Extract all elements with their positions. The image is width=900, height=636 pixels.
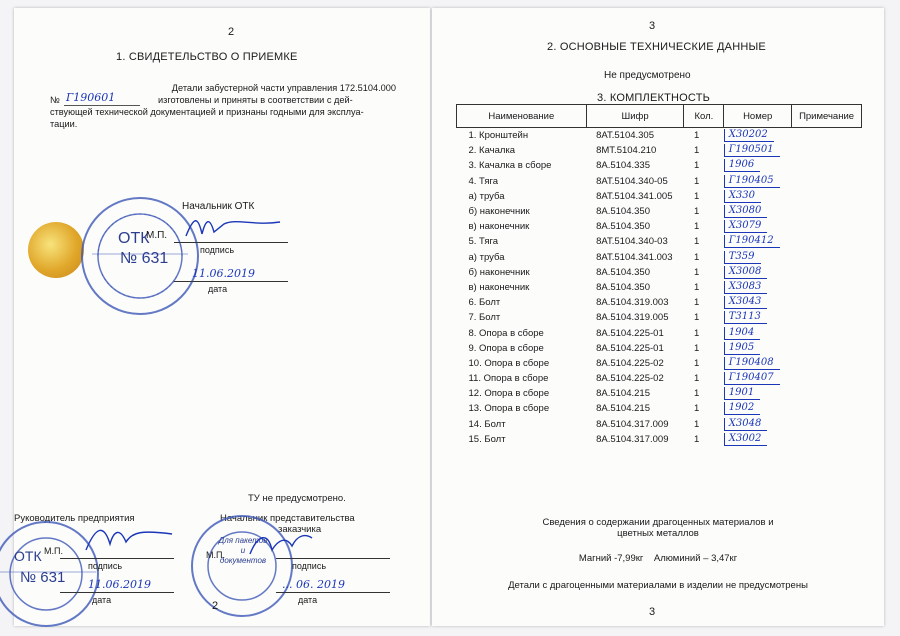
row-note (792, 265, 862, 280)
row-code: 8АТ.5104.305 (596, 130, 654, 142)
row-name: 6. Болт (468, 297, 501, 309)
row-number-handwritten: Х3043 (724, 296, 768, 309)
table-row (457, 386, 862, 401)
row-code: 8АТ.5104.341.005 (596, 190, 673, 202)
row-qty: 1 (693, 403, 700, 415)
row-qty: 1 (693, 160, 700, 172)
row-qty: 1 (693, 433, 700, 445)
row-number (724, 417, 792, 432)
table-row (457, 265, 862, 280)
otk-date-handwritten: 11.06.2019 (192, 267, 255, 280)
row-code: 8А.5104.335 (596, 160, 650, 172)
table-row (457, 401, 862, 416)
no-label: № (50, 95, 60, 105)
row-name: 13. Опора в сборе (468, 403, 550, 415)
table-row (457, 189, 862, 204)
row-name: 9. Опора в сборе (468, 342, 544, 354)
otk-signature-label: подпись (200, 245, 235, 255)
row-number-handwritten: 1906 (724, 159, 760, 172)
row-qty: 1 (693, 342, 700, 354)
precious-values: Магний -7,99кг Алюминий – 3,47кг (578, 553, 738, 564)
row-number (724, 432, 792, 447)
table-row (457, 158, 862, 173)
row-note (792, 401, 862, 416)
row-note (792, 371, 862, 386)
table-row (457, 371, 862, 386)
row-note (792, 295, 862, 310)
paragraph-line-3: ствующей технической документацией и признаны годными для эксплуа- (50, 107, 364, 117)
row-number (724, 310, 792, 325)
row-number-handwritten: 1902 (724, 402, 760, 415)
row-number-handwritten: Х330 (724, 190, 761, 203)
precious-note: Детали с драгоценными материалами в изделии не предусмотрены (508, 580, 808, 591)
left-page (14, 8, 430, 626)
row-number (724, 265, 792, 280)
row-code: 8А.5104.350 (596, 281, 650, 293)
customer-date-label: дата (298, 595, 318, 605)
row-number (724, 325, 792, 340)
row-note (792, 417, 862, 432)
row-qty: 1 (693, 206, 700, 218)
paragraph-line-1: Детали забустерной части управления 172.5104.000 (171, 83, 396, 93)
table-row (457, 234, 862, 249)
row-number-handwritten: Т3113 (724, 311, 767, 324)
table-row (457, 356, 862, 371)
row-name: в) наконечник (468, 221, 530, 233)
customer-mp-label: М.П. (206, 550, 225, 560)
row-number (724, 401, 792, 416)
row-number (724, 204, 792, 219)
table-row (457, 341, 862, 356)
table-row (457, 128, 862, 144)
table-row (457, 174, 862, 189)
table-row (457, 325, 862, 340)
row-name: 12. Опора в сборе (468, 388, 550, 400)
row-name: в) наконечник (468, 281, 530, 293)
row-qty: 1 (693, 373, 700, 385)
row-note (792, 143, 862, 158)
table-row (457, 295, 862, 310)
row-number-handwritten: Х3008 (724, 266, 768, 279)
table-row (457, 310, 862, 325)
director-date-handwritten: 11.06.2019 (88, 578, 151, 591)
row-code: 8А.5104.225-01 (596, 327, 664, 339)
table-row (457, 250, 862, 265)
row-number (724, 128, 792, 144)
row-number-handwritten: Х3079 (724, 220, 768, 233)
row-note (792, 158, 862, 173)
row-note (792, 341, 862, 356)
row-code: 8А.5104.225-01 (596, 342, 664, 354)
row-code: 8А.5104.317.009 (596, 433, 669, 445)
row-name: а) труба (468, 251, 505, 263)
row-number (724, 250, 792, 265)
row-code: 8А.5104.225-02 (596, 373, 664, 385)
row-number (724, 386, 792, 401)
footer-page-number: 2 (212, 600, 219, 612)
row-number-handwritten: Х3048 (724, 418, 768, 431)
row-qty: 1 (693, 251, 700, 263)
row-note (792, 325, 862, 340)
row-number-handwritten: Х30202 (724, 129, 774, 142)
header-note: Примечание (792, 105, 862, 128)
director-stamp-number: № 631 (20, 569, 66, 586)
row-code: 8А.5104.350 (596, 221, 650, 233)
row-qty: 1 (693, 145, 700, 157)
row-number (724, 174, 792, 189)
row-qty: 1 (693, 418, 700, 430)
paragraph-line-4: тации. (50, 119, 78, 129)
serial-number-handwritten: Г190601 (66, 91, 116, 104)
row-qty: 1 (693, 327, 700, 339)
row-name: 15. Болт (468, 433, 506, 445)
row-qty: 1 (693, 266, 700, 278)
otk-signature (184, 212, 294, 242)
row-note (792, 128, 862, 144)
row-code: 8А.5104.319.003 (596, 297, 669, 309)
header-qty: Кол. (684, 105, 724, 128)
customer-signature-label: подпись (292, 561, 327, 571)
row-qty: 1 (693, 236, 700, 248)
director-stamp-text: ОТК (14, 548, 42, 564)
section-title: 1. СВИДЕТЕЛЬСТВО О ПРИЕМКЕ (116, 51, 298, 63)
footer-page-number: 3 (649, 606, 656, 618)
row-number (724, 143, 792, 158)
row-number (724, 295, 792, 310)
row-name: 4. Тяга (468, 175, 499, 187)
row-qty: 1 (693, 175, 700, 187)
otk-stamp-number: № 631 (120, 250, 169, 267)
row-name: а) труба (468, 190, 505, 202)
row-number (724, 219, 792, 234)
row-code: 8АТ.5104.340-05 (596, 175, 668, 187)
tu-note: ТУ не предусмотрено. (248, 493, 346, 504)
row-number-handwritten: Г190405 (724, 175, 780, 188)
row-code: 8АТ.5104.340-03 (596, 236, 668, 248)
otk-mp-label: М.П. (146, 230, 168, 241)
row-number (724, 356, 792, 371)
row-note (792, 174, 862, 189)
row-code: 8А.5104.350 (596, 206, 650, 218)
row-note (792, 280, 862, 295)
customer-stamp-text: Для пакетов и документов (218, 536, 268, 565)
row-name: 2. Качалка (468, 145, 516, 157)
customer-date-handwritten: ... 06. 2019 (282, 578, 345, 591)
page-number: 3 (649, 20, 656, 32)
row-number-handwritten: 1905 (724, 342, 760, 355)
row-number-handwritten: Г190412 (724, 235, 780, 248)
otk-date-label: дата (208, 284, 228, 294)
row-note (792, 189, 862, 204)
table-row (457, 417, 862, 432)
row-number-handwritten: Г190407 (724, 372, 780, 385)
row-number-handwritten: Г190408 (724, 357, 780, 370)
table-row (457, 204, 862, 219)
row-code: 8А.5104.215 (596, 403, 650, 415)
hologram-seal (28, 222, 84, 278)
director-mp-label: М.П. (44, 546, 63, 556)
table-row (457, 432, 862, 447)
completeness-table (456, 104, 862, 447)
section-2-note: Не предусмотрено (604, 70, 691, 81)
paragraph-line-2: изготовлены и приняты в соответствии с дей- (158, 95, 353, 105)
row-note (792, 250, 862, 265)
row-qty: 1 (693, 281, 700, 293)
row-note (792, 432, 862, 447)
row-name: 5. Тяга (468, 236, 499, 248)
row-number (724, 158, 792, 173)
table-row (457, 280, 862, 295)
row-name: 8. Опора в сборе (468, 327, 544, 339)
table-row (457, 143, 862, 158)
row-note (792, 204, 862, 219)
row-qty: 1 (693, 357, 700, 369)
row-code: 8А.5104.225-02 (596, 357, 664, 369)
row-code: 8А.5104.215 (596, 388, 650, 400)
row-note (792, 386, 862, 401)
row-name: 10. Опора в сборе (468, 357, 550, 369)
director-date-label: дата (92, 595, 112, 605)
row-number-handwritten: Г190501 (724, 144, 780, 157)
header-name: Наименование (457, 105, 587, 128)
customer-rep-title-2: заказчика (278, 524, 322, 535)
row-qty: 1 (693, 130, 700, 142)
row-qty: 1 (693, 190, 700, 202)
page-number: 2 (228, 26, 235, 38)
table-header-row (457, 105, 862, 128)
customer-signature (246, 526, 316, 560)
row-number (724, 189, 792, 204)
row-qty: 1 (693, 221, 700, 233)
row-name: 3. Качалка в сборе (468, 160, 552, 172)
row-number (724, 280, 792, 295)
row-note (792, 356, 862, 371)
row-name: 14. Болт (468, 418, 506, 430)
row-name: б) наконечник (468, 206, 530, 218)
otk-title: Начальник ОТК (182, 201, 255, 212)
header-code: Шифр (586, 105, 684, 128)
row-number (724, 371, 792, 386)
row-code: 8А.5104.319.005 (596, 312, 669, 324)
row-name: 11. Опора в сборе (468, 373, 549, 385)
row-code: 8А.5104.350 (596, 266, 650, 278)
row-name: 7. Болт (468, 312, 501, 324)
row-note (792, 219, 862, 234)
row-qty: 1 (693, 388, 700, 400)
header-number: Номер (724, 105, 792, 128)
director-signature-label: подпись (88, 561, 123, 571)
table-row (457, 219, 862, 234)
precious-title-line-1: Сведения о содержании драгоценных материалов и (542, 517, 774, 528)
row-code: 8АТ.5104.341.003 (596, 251, 673, 263)
director-signature (84, 520, 176, 556)
row-number-handwritten: Т359 (724, 251, 761, 264)
row-number (724, 341, 792, 356)
row-code: 8А.5104.317.009 (596, 418, 669, 430)
right-page (432, 8, 884, 626)
row-number (724, 234, 792, 249)
row-note (792, 310, 862, 325)
row-code: 8МТ.5104.210 (596, 145, 657, 157)
row-number-handwritten: 1901 (724, 387, 760, 400)
row-name: 1. Кронштейн (468, 130, 529, 142)
row-number-handwritten: Х3083 (724, 281, 768, 294)
row-number-handwritten: Х3002 (724, 433, 768, 446)
row-number-handwritten: 1904 (724, 327, 760, 340)
otk-stamp-text: ОТК (118, 230, 150, 247)
row-qty: 1 (693, 312, 700, 324)
section-3-title: 3. КОМПЛЕКТНОСТЬ (597, 92, 711, 104)
row-number-handwritten: Х3080 (724, 205, 768, 218)
customer-rep-title-1: Начальник представительства (220, 513, 355, 524)
row-name: б) наконечник (468, 266, 530, 278)
row-note (792, 234, 862, 249)
director-title: Руководитель предприятия (14, 513, 135, 524)
section-2-title: 2. ОСНОВНЫЕ ТЕХНИЧЕСКИЕ ДАННЫЕ (547, 41, 766, 53)
precious-title-line-2: цветных металлов (617, 528, 699, 539)
row-qty: 1 (693, 297, 700, 309)
